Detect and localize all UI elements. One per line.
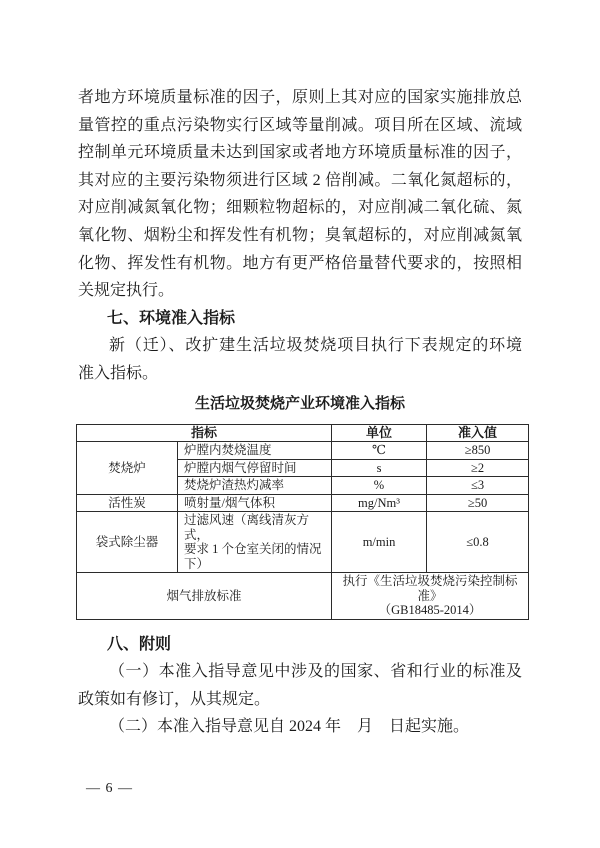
section-7-paragraph [78,332,522,387]
table-cell-unit: % [332,477,427,495]
table-cell-value: ≥50 [427,494,529,512]
body-text-line: 关规定执行。 [78,282,175,300]
table-cell-value: ≤3 [427,477,529,495]
section-7-heading: 七、环境准入指标 [107,309,236,327]
table-cell-unit: s [332,459,427,477]
document-body [78,84,522,741]
table-row [77,442,529,460]
table-cell-category: 活性炭 [77,494,178,512]
section-8-heading: 八、附则 [107,635,172,653]
table-cell-indicator-line: 过滤风速（离线清灰方式， [184,513,310,542]
table-cell-indicator-line: 要求 1 个仓室关闭的情况 [184,542,322,557]
environment-admission-table [76,424,529,620]
body-text-line: 化物、挥发性有机物。地方有更严格倍量替代要求的，按照相 [78,254,522,272]
table-header-indicator: 指标 [77,424,332,442]
body-text-line: 量管控的重点污染物实行区域等量削减。项目所在区域、流域 [78,116,522,134]
table-cell-indicator [178,512,332,573]
page-number: — 6 — [86,781,133,796]
table-cell-value: ≥850 [427,442,529,460]
table-cell-category: 焚烧炉 [77,442,178,495]
body-text-line: 控制单元环境质量未达到国家或者地方环境质量标准的因子， [78,144,522,162]
body-text-line: 政策如有修订，从其规定。 [78,690,271,708]
body-text-line: 新（迁）、改扩建生活垃圾焚烧项目执行下表规定的环境 [109,337,522,355]
body-text-line: 准入指标。 [78,364,159,382]
table-header-row [77,424,529,442]
body-text-line: 其对应的主要污染物须进行区域 2 倍削减。二氧化氮超标的， [78,171,522,189]
table-cell-indicator-line: 下） [184,556,210,571]
table-cell-indicator: 喷射量/烟气体积 [178,494,332,512]
body-text-line: 对应削减氮氧化物；细颗粒物超标的，对应削减二氧化硫、氮 [78,199,522,217]
table-cell-indicator: 炉膛内烟气停留时间 [178,459,332,477]
table-footer-row [77,573,529,620]
table-title: 生活垃圾焚烧产业环境准入指标 [194,394,405,412]
table-cell-unit: mg/Nm³ [332,494,427,512]
table-row [77,494,529,512]
table-cell-value: ≥2 [427,459,529,477]
body-text-line: 氧化物、烟粉尘和挥发性有机物；臭氧超标的，对应削减氮氧 [78,226,522,244]
body-text-line: （一）本准入指导意见中涉及的国家、省和行业的标准及 [109,663,522,681]
table-cell-unit: m/min [332,512,427,573]
table-cell-indicator: 焚烧炉渣热灼减率 [178,477,332,495]
section-8-paragraph-2: （二）本准入指导意见自 2024 年 月 日起实施。 [109,718,470,736]
table-cell-unit: ℃ [332,442,427,460]
table-cell-value: ≤0.8 [427,512,529,573]
table-cell-emission-standard-label: 烟气排放标准 [77,573,332,620]
table-cell-emission-standard-value [332,573,529,620]
table-cell-indicator: 炉膛内焚烧温度 [178,442,332,460]
table-header-unit: 单位 [332,424,427,442]
section-8-paragraph-1 [78,658,522,713]
body-paragraph-continuation [78,84,522,305]
table-cell-value-line: （GB18485-2014） [378,603,482,618]
table-row [77,512,529,573]
table-cell-category: 袋式除尘器 [77,512,178,573]
table-cell-value-line: 执行《生活垃圾焚烧污染控制标准》 [342,574,518,603]
table-header-value: 准入值 [427,424,529,442]
body-text-line: 者地方环境质量标准的因子，原则上其对应的国家实施排放总 [78,89,522,106]
